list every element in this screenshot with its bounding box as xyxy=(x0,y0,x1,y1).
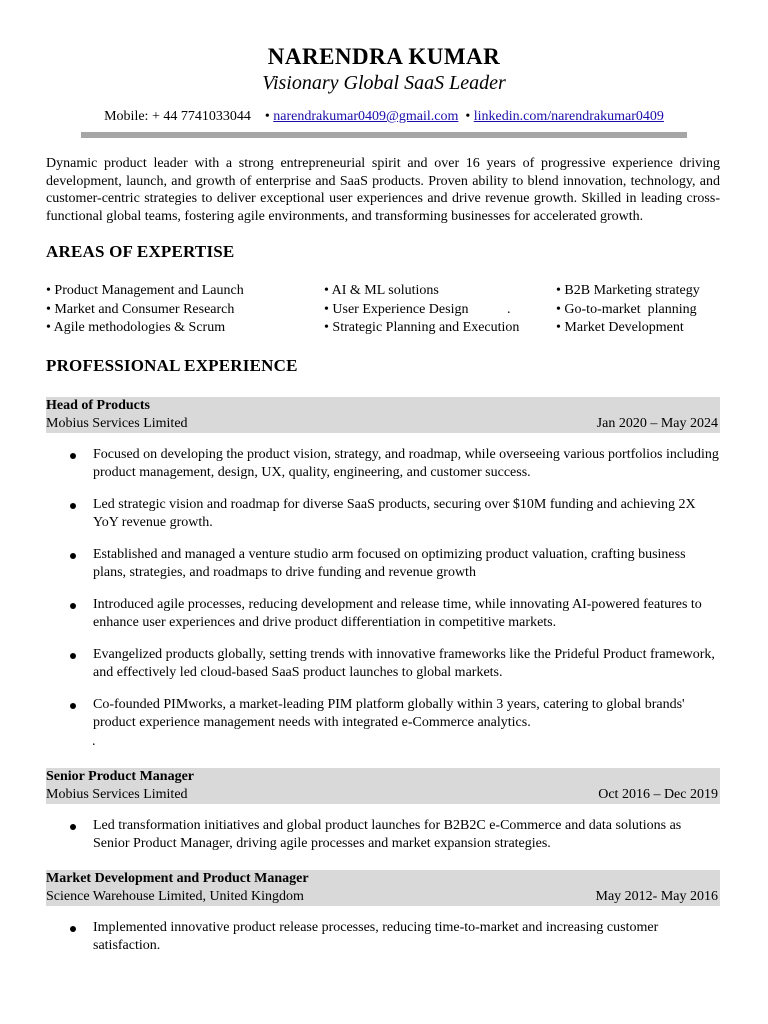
expertise-item: • Strategic Planning and Execution xyxy=(324,320,520,335)
job-header xyxy=(46,397,720,433)
email-link[interactable]: narendrakumar0409@gmail.com xyxy=(273,109,459,124)
bullet-item xyxy=(70,817,720,853)
job-title: Market Development and Product Manager xyxy=(46,871,309,886)
bullet-dot xyxy=(70,553,76,559)
job-dates: May 2012- May 2016 xyxy=(595,889,718,904)
expertise-item: • Product Management and Launch xyxy=(46,283,244,298)
expertise-item: • Market and Consumer Research xyxy=(46,301,235,317)
expertise-item: • Go-to-market planning xyxy=(556,301,697,317)
expertise-column-3 xyxy=(556,282,700,338)
job-company: Mobius Services Limited xyxy=(46,787,188,802)
job-dates: Oct 2016 – Dec 2019 xyxy=(598,787,718,802)
job-bullets xyxy=(70,446,720,732)
job-bullets xyxy=(70,919,720,955)
job-company: Mobius Services Limited xyxy=(46,416,188,431)
bullet-dot xyxy=(70,503,76,509)
bullet-dot xyxy=(70,703,76,709)
bullet-dot xyxy=(70,824,76,830)
job-bullets xyxy=(70,817,720,853)
linkedin-link[interactable]: linkedin.com/narendrakumar0409 xyxy=(473,109,664,124)
bullet-dot xyxy=(70,453,76,459)
job-dates: Jan 2020 – May 2024 xyxy=(596,416,718,431)
bullet-item xyxy=(70,919,720,955)
separator: • xyxy=(254,109,274,124)
expertise-item: • Market Development xyxy=(556,320,684,335)
bullet-text: Introduced agile processes, reducing development and release time, while innovating AI-powered features to enhance user experiences and drive product differentiation in competitive markets. xyxy=(93,597,702,630)
bullet-text: Led strategic vision and roadmap for diverse SaaS products, securing over $10M funding and achieving 2X YoY revenue growth. xyxy=(93,497,696,530)
bullet-text: Evangelized products globally, setting trends with innovative frameworks like the Prideful Product framework, and effectively led cloud-based SaaS product launches to global markets. xyxy=(93,647,715,680)
tagline: Visionary Global SaaS Leader xyxy=(262,72,506,94)
profile-summary: Dynamic product leader with a strong entrepreneurial spirit and over 16 years of progressive experience driving development, launch, and growth of enterprise and SaaS products. Proven ability to blend innovation, technology, and customer-centric strategies to deliver exceptional user experiences and drive revenue growth. Skilled in leading cross-functional global teams, fostering agile environments, and transforming businesses for accelerated growth. xyxy=(46,156,720,224)
trailing-period: . xyxy=(92,734,96,749)
expertise-column-1 xyxy=(46,282,244,338)
bullet-text: Implemented innovative product release processes, reducing time-to-market and increasing customer satisfaction. xyxy=(93,920,659,953)
bullet-dot xyxy=(70,653,76,659)
bullet-dot xyxy=(70,603,76,609)
job-header xyxy=(46,870,720,906)
mobile-number: Mobile: + 44 7741033044 xyxy=(104,109,251,124)
bullet-dot xyxy=(70,926,76,932)
candidate-name: NARENDRA KUMAR xyxy=(267,44,501,69)
separator: • xyxy=(461,109,474,124)
bullet-item xyxy=(70,446,720,482)
expertise-item: • User Experience Design . xyxy=(324,301,511,317)
bullet-item xyxy=(70,646,720,682)
expertise-column-2 xyxy=(324,282,519,338)
bullet-item xyxy=(70,546,720,582)
bullet-item xyxy=(70,596,720,632)
job-company: Science Warehouse Limited, United Kingdom xyxy=(46,889,304,904)
expertise-heading: AREAS OF EXPERTISE xyxy=(46,242,235,261)
job-title: Head of Products xyxy=(46,398,150,413)
bullet-text: Led transformation initiatives and global product launches for B2B2C e-Commerce and data solutions as Senior Product Manager, driving agile processes and market expansion strategies. xyxy=(93,818,682,851)
contact-line xyxy=(0,109,768,125)
expertise-item: • B2B Marketing strategy xyxy=(556,283,700,298)
bullet-item xyxy=(70,696,720,732)
job-header xyxy=(46,768,720,804)
header-divider xyxy=(81,132,687,138)
expertise-item: • Agile methodologies & Scrum xyxy=(46,320,226,335)
experience-heading: PROFESSIONAL EXPERIENCE xyxy=(46,356,298,375)
bullet-text: Established and managed a venture studio arm focused on optimizing product valuation, crafting business plans, strategies, and roadmaps to drive funding and revenue growth xyxy=(93,547,686,580)
bullet-text: Focused on developing the product vision, strategy, and roadmap, while overseeing various portfolios including product management, design, UX, quality, engineering, and customer success. xyxy=(93,447,719,480)
bullet-text: Co-founded PIMworks, a market-leading PIM platform globally within 3 years, catering to global brands' product experience management needs with integrated e-Commerce analytics. xyxy=(93,697,685,730)
bullet-item xyxy=(70,496,720,532)
job-title: Senior Product Manager xyxy=(46,769,195,784)
expertise-item: • AI & ML solutions xyxy=(324,283,439,298)
